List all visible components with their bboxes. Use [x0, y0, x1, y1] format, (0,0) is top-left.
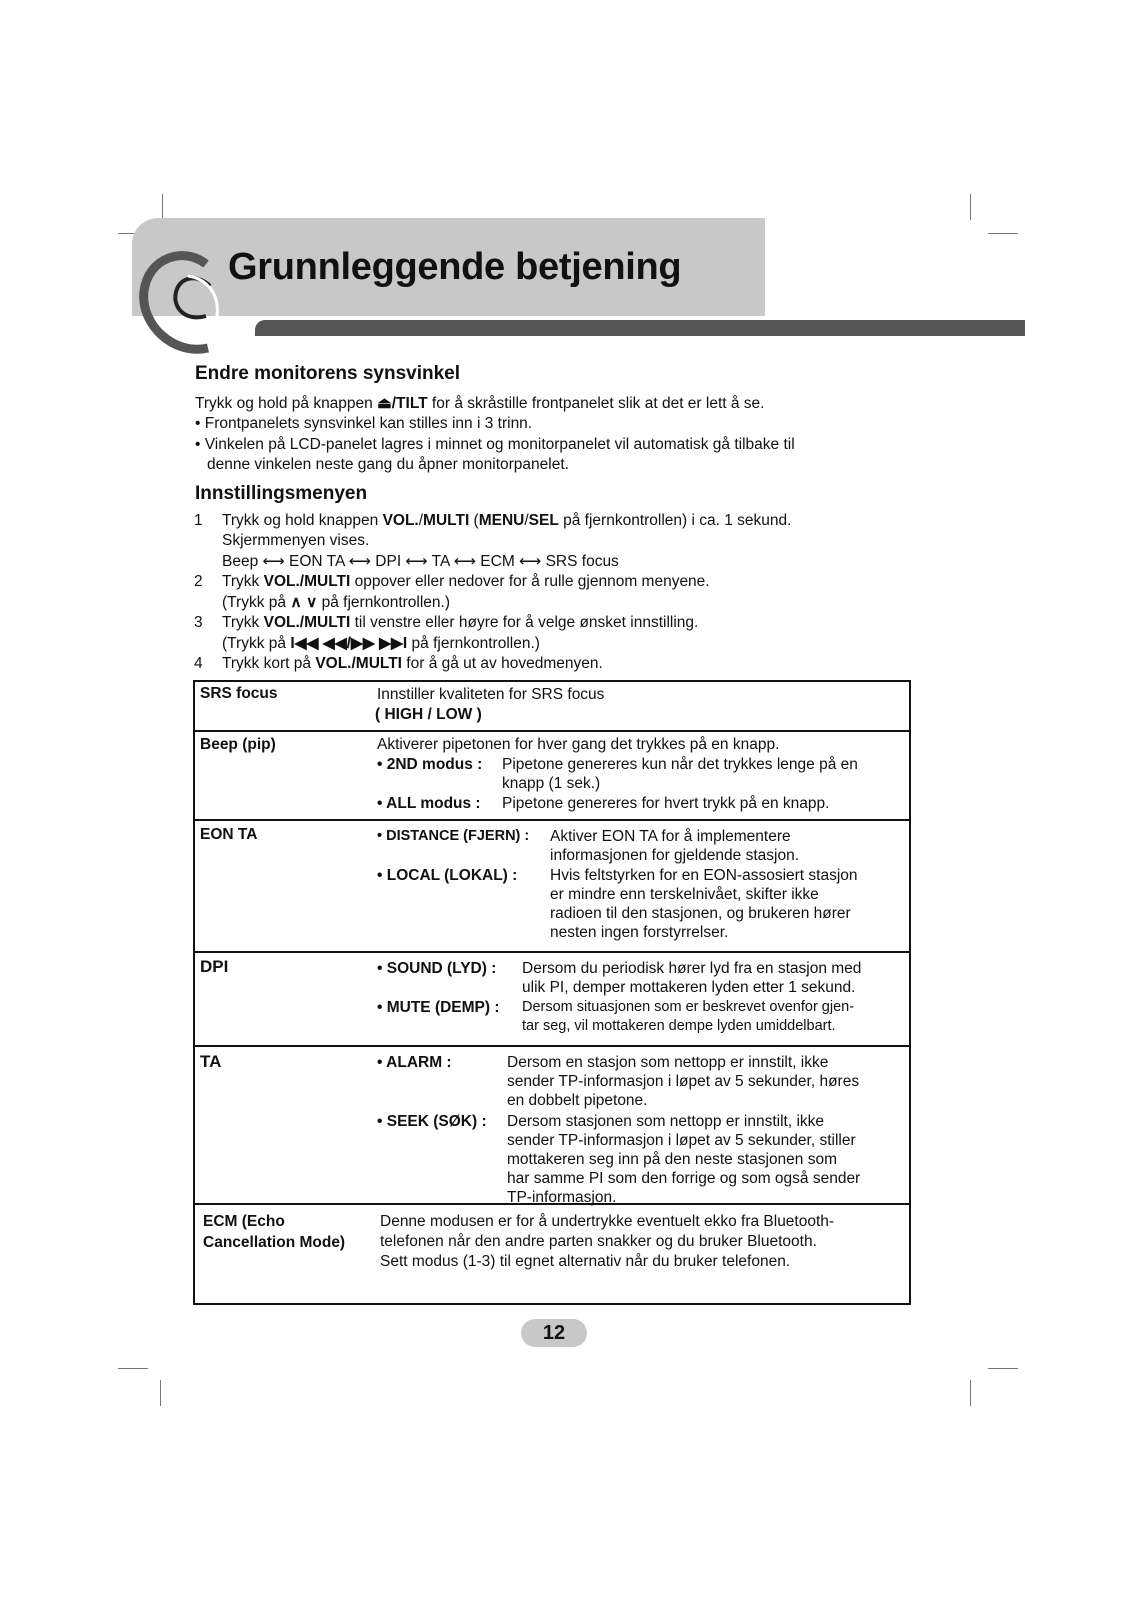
table-divider [193, 819, 911, 821]
option-value: tar seg, vil mottakeren dempe lyden umiddelbart. [522, 1018, 836, 1034]
crop-mark [988, 233, 1018, 234]
crop-mark [160, 1380, 161, 1406]
key-label: SEL [528, 512, 559, 529]
header-swirl-icon [128, 236, 238, 360]
option-value: informasjonen for gjeldende stasjon. [550, 847, 800, 864]
bullet-item: • Frontpanelets synsvinkel kan stilles inn i 3 trinn. [195, 415, 533, 432]
bullet-item-continued: denne vinkelen neste gang du åpner monitorpanelet. [207, 456, 569, 473]
key-label: ⏏/TILT [377, 395, 428, 412]
table-cell-text: Aktiverer pipetonen for hver gang det trykkes på en knapp. [377, 736, 780, 753]
key-label: VOL./MULTI [263, 573, 351, 590]
step-text [222, 634, 540, 654]
text: Trykk [222, 573, 264, 590]
text: Trykk [222, 614, 264, 631]
option-key: • SOUND (LYD) : [377, 960, 497, 977]
text: Trykk kort på [222, 655, 316, 672]
text: (Trykk på [222, 594, 291, 611]
crop-mark [970, 1380, 971, 1406]
paragraph [195, 394, 764, 414]
step-text: Skjermmenyen vises. [222, 532, 370, 549]
option-key: • LOCAL (LOKAL) : [377, 867, 518, 884]
text: for å skråstille frontpanelet slik at det er lett å se. [427, 395, 765, 412]
text: Trykk og hold knappen [222, 512, 383, 529]
option-value: sender TP-informasjon i løpet av 5 sekunder, høres [507, 1073, 860, 1090]
step-text [222, 511, 791, 531]
step-number: 1 [194, 512, 203, 529]
table-divider [193, 951, 911, 953]
menu-sequence: Beep ⟷ EON TA ⟷ DPI ⟷ TA ⟷ ECM ⟷ SRS focus [222, 553, 619, 570]
option-value: Aktiver EON TA for å implementere [550, 828, 791, 845]
step-number: 3 [194, 614, 203, 631]
key-label: MULTI [423, 512, 470, 529]
option-value: er mindre enn terskelnivået, skifter ikke [550, 886, 819, 903]
option-key: • DISTANCE (FJERN) : [377, 828, 530, 844]
text: Trykk og hold på knappen [195, 395, 378, 412]
text: / [524, 512, 529, 529]
step-number: 4 [194, 655, 203, 672]
option-key: • ALL modus : [377, 795, 481, 812]
key-label: MENU [478, 512, 525, 529]
option-value: Dersom en stasjon som nettopp er innstilt, ikke [507, 1054, 829, 1071]
step-text [222, 572, 710, 592]
option-value: Pipetone genereres for hvert trykk på en knapp. [502, 795, 830, 812]
text: til venstre eller høyre for å velge ønsket innstilling. [350, 614, 699, 631]
table-cell-text: Sett modus (1-3) til egnet alternativ når du bruker telefonen. [380, 1253, 791, 1270]
header-bar [255, 320, 1025, 336]
table-divider [193, 1045, 911, 1047]
option-value: sender TP-informasjon i løpet av 5 sekunder, stiller [507, 1132, 856, 1149]
table-cell-text: telefonen når den andre parten snakker og du bruker Bluetooth. [380, 1233, 817, 1250]
text: oppover eller nedover for å rulle gjennom menyene. [350, 573, 710, 590]
table-row-label: ECM (Echo [203, 1213, 285, 1230]
table-cell-text: Denne modusen er for å undertrykke eventuelt ekko fra Bluetooth- [380, 1213, 835, 1230]
option-value: knapp (1 sek.) [502, 775, 601, 792]
step-text [222, 593, 450, 613]
text: / [418, 512, 424, 529]
option-value: TP-informasjon. [507, 1189, 617, 1206]
table-row-label: Cancellation Mode) [203, 1234, 346, 1251]
table-row-label: EON TA [200, 826, 258, 843]
crop-mark [118, 1368, 148, 1369]
key-label: VOL./MULTI [263, 614, 351, 631]
crop-mark [970, 194, 971, 220]
text: på fjernkontrollen.) [317, 594, 451, 611]
table-row-label: TA [200, 1052, 222, 1071]
step-number: 2 [194, 573, 203, 590]
option-value: mottakeren seg inn på den neste stasjonen som [507, 1151, 838, 1168]
key-label: ∧ ∨ [290, 594, 318, 611]
crop-mark [988, 1368, 1018, 1369]
text: på fjernkontrollen) i ca. 1 sekund. [558, 512, 792, 529]
key-label: VOL. [382, 512, 419, 529]
table-row-label: SRS focus [200, 685, 278, 702]
page-number: 12 [521, 1319, 587, 1347]
text: for å gå ut av hovedmenyen. [402, 655, 603, 672]
section-title: Innstillingsmenyen [195, 483, 368, 504]
bullet-item: • Vinkelen på LCD-panelet lagres i minnet og monitorpanelet vil automatisk gå tilbake til [195, 436, 795, 453]
table-row-label: Beep (pip) [200, 736, 276, 753]
table-cell-text: Innstiller kvaliteten for SRS focus [377, 686, 605, 703]
step-text [222, 613, 698, 633]
step-text [222, 654, 603, 674]
key-label: VOL./MULTI [315, 655, 402, 672]
table-divider [193, 730, 911, 732]
option-value: Hvis feltstyrken for en EON-assosiert stasjon [550, 867, 858, 884]
text: på fjernkontrollen.) [407, 635, 540, 652]
option-key: • MUTE (DEMP) : [377, 999, 500, 1016]
option-value: Dersom situasjonen som er beskrevet ovenfor gjen- [522, 999, 855, 1015]
option-value: en dobbelt pipetone. [507, 1092, 648, 1109]
option-value: nesten ingen forstyrrelser. [550, 924, 729, 941]
section-title: Endre monitorens synsvinkel [195, 363, 461, 384]
option-value: har samme PI som den forrige og som også sender [507, 1170, 861, 1187]
page-title: Grunnleggende betjening [228, 246, 682, 288]
option-value: Pipetone genereres kun når det trykkes lenge på en [502, 756, 858, 773]
table-row-label: DPI [200, 957, 229, 976]
crop-mark [162, 194, 163, 220]
table-cell-options: ( HIGH / LOW ) [375, 706, 482, 723]
key-label: I◀◀ ◀◀/▶▶ ▶▶I [290, 635, 408, 652]
option-value: ulik PI, demper mottakeren lyden etter 1 sekund. [522, 979, 856, 996]
text: (Trykk på [222, 635, 291, 652]
option-value: radioen til den stasjonen, og brukeren hører [550, 905, 851, 922]
option-key: • SEEK (SØK) : [377, 1113, 487, 1130]
option-key: • 2ND modus : [377, 756, 483, 773]
option-key: • ALARM : [377, 1054, 452, 1071]
option-value: Dersom du periodisk hører lyd fra en stasjon med [522, 960, 862, 977]
text: ( [469, 512, 479, 529]
option-value: Dersom stasjonen som nettopp er innstilt, ikke [507, 1113, 825, 1130]
